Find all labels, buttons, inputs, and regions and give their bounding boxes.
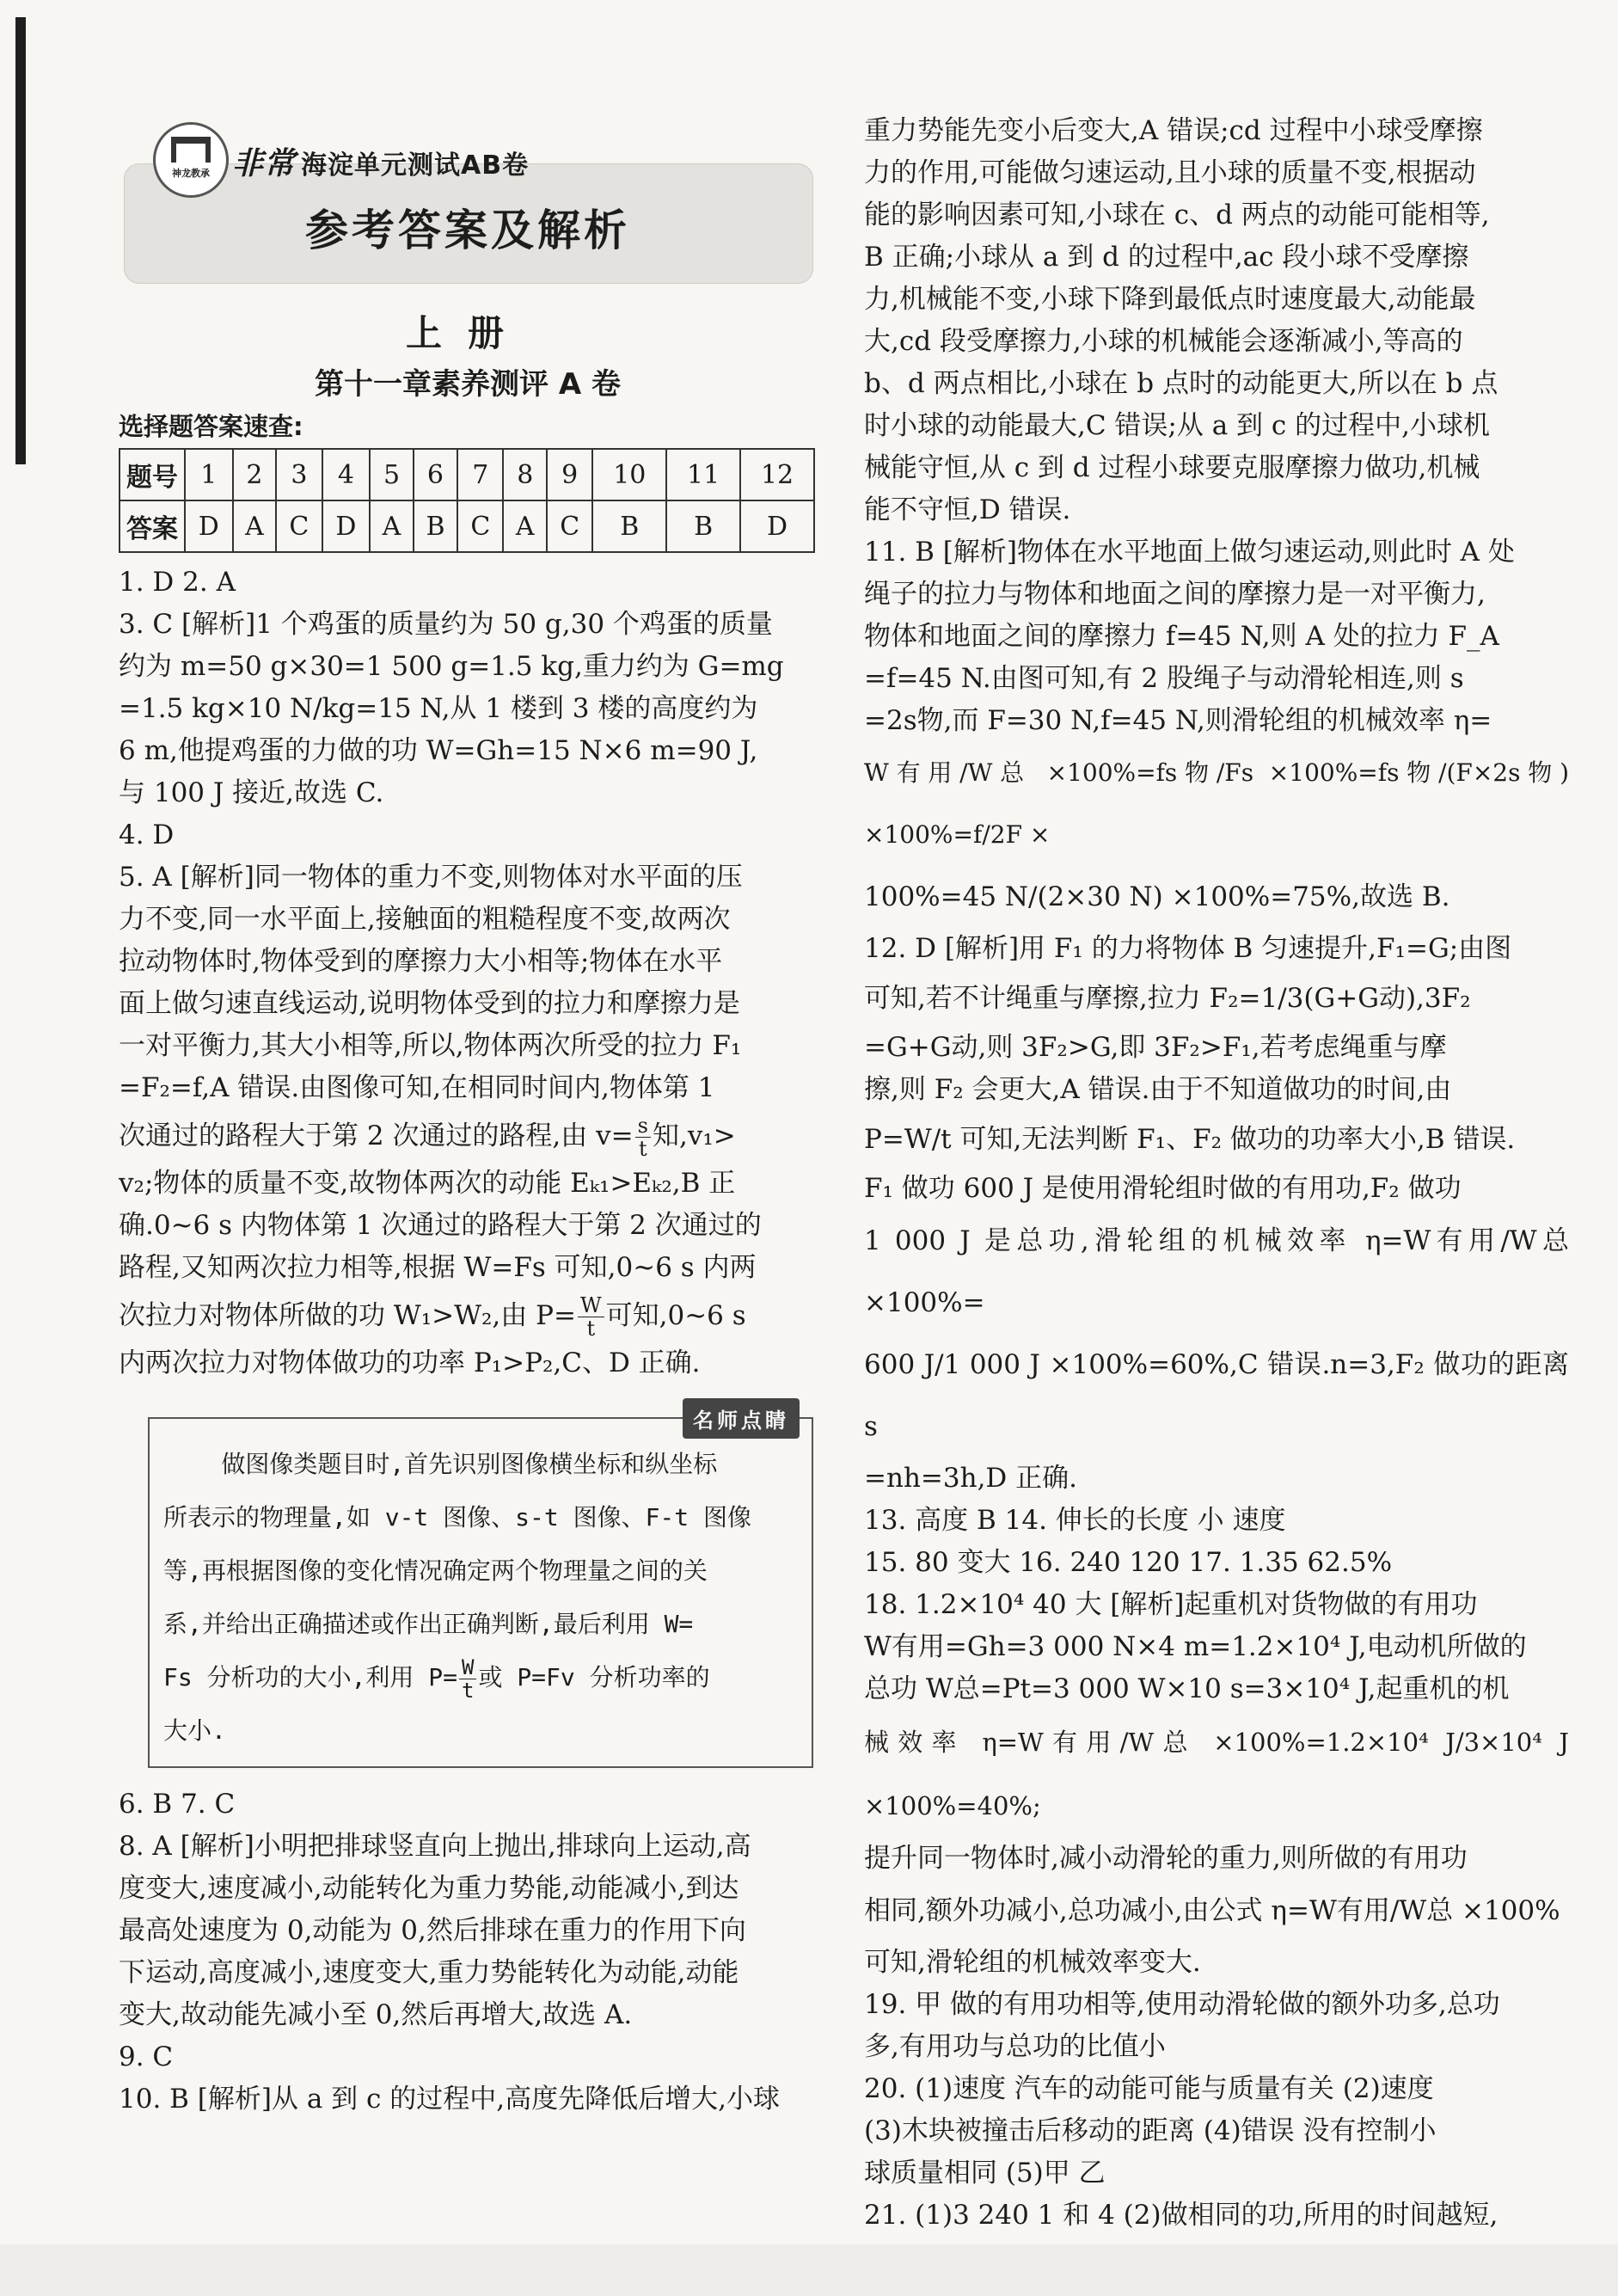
fraction-denominator: t: [462, 1678, 475, 1703]
tip-line: 系,并给出正确描述或作出正确判断,最后利用 W=: [163, 1610, 694, 1638]
answer-line: 重力势能先变小后变大,A 错误;cd 过程中小球受摩擦: [864, 115, 1483, 146]
answer-line: 提升同一物体时,减小动滑轮的重力,则所做的有用功: [864, 1843, 1468, 1874]
answer-line: 最高处速度为 0,动能为 0,然后排球在重力的作用下向: [119, 1915, 746, 1946]
table-cell: B: [666, 500, 740, 552]
answer-line: W有用=Gh=3 000 N×4 m=1.2×10⁴ J,电动机所做的: [864, 1631, 1527, 1662]
chapter-title: 第十一章素养测评 A 卷: [315, 367, 621, 402]
answer-line: 能不守恒,D 错误.: [864, 494, 1071, 525]
brand-name: 海淀单元测试AB卷: [301, 150, 530, 181]
answer-line: B 正确;小球从 a 到 d 的过程中,ac 段小球不受摩擦: [864, 242, 1469, 273]
page-title: 参考答案及解析: [305, 206, 630, 255]
answer-line: 力的作用,可能做匀速运动,且小球的质量不变,根据动: [864, 157, 1476, 188]
answer-line: P=W/t 可知,无法判断 F₁、F₂ 做功的功率大小,B 错误.: [864, 1124, 1516, 1155]
table-cell: 3: [276, 449, 322, 500]
answer-line: 多,有用功与总功的比值小: [864, 2031, 1166, 2062]
answer-line: [119, 1289, 817, 1342]
quick-check-label: 选择题答案速查:: [119, 412, 303, 441]
answer-line: 拉动物体时,物体受到的摩擦力大小相等;物体在水平: [119, 946, 723, 977]
answer-line: =2s物,而 F=30 N,f=45 N,则滑轮组的机械效率 η=: [864, 705, 1492, 736]
answer-line: 相同,额外功减小,总功减小,由公式 η=W有用/W总 ×100%: [864, 1895, 1560, 1926]
answer-line: =G+G动,则 3F₂>G,即 3F₂>F₁,若考虑绳重与摩: [864, 1032, 1447, 1063]
answer-line: 9. C: [119, 2041, 174, 2072]
table-cell: 7: [457, 449, 503, 500]
answer-line: 绳子的拉力与物体和地面之间的摩擦力是一对平衡力,: [864, 579, 1486, 610]
answer-line: 15. 80 变大 16. 240 120 17. 1.35 62.5%: [864, 1547, 1393, 1578]
answer-line: 13. 高度 B 14. 伸长的长度 小 速度: [864, 1505, 1286, 1536]
text-fragment: 次通过的路程大于第 2 次通过的路程,由 v=: [119, 1120, 634, 1151]
tip-line: 所表示的物理量,如 v-t 图像、s-t 图像、F-t 图像: [163, 1503, 752, 1532]
answer-line: 6. B 7. C: [119, 1789, 236, 1820]
answer-line: 3. C [解析]1 个鸡蛋的质量约为 50 g,30 个鸡蛋的质量: [119, 609, 773, 640]
binding-spine: [15, 17, 26, 464]
fraction-numerator: W: [578, 1294, 604, 1317]
answer-line: 物体和地面之间的摩擦力 f=45 N,则 A 处的拉力 F_A: [864, 621, 1499, 652]
text-fragment: 或 P=Fv 分析功率的: [478, 1663, 710, 1691]
table-cell: A: [233, 500, 277, 552]
answer-line: 约为 m=50 g×30=1 500 g=1.5 kg,重力约为 G=mg: [119, 651, 784, 682]
answer-line: 8. A [解析]小明把排球竖直向上抛出,排球向上运动,高: [119, 1831, 751, 1862]
answer-line: 4. D: [119, 820, 175, 850]
table-row: [120, 500, 814, 552]
answer-line: 与 100 J 接近,故选 C.: [119, 777, 384, 808]
fraction: [635, 1114, 651, 1160]
answer-line: 面上做匀速直线运动,说明物体受到的拉力和摩擦力是: [119, 988, 740, 1019]
table-cell: C: [457, 500, 503, 552]
answer-line: =nh=3h,D 正确.: [864, 1463, 1077, 1494]
table-cell: B: [592, 500, 666, 552]
answer-line: F₁ 做功 600 J 是使用滑轮组时做的有用功,F₂ 做功: [864, 1173, 1462, 1204]
table-cell: C: [547, 500, 592, 552]
answer-line: [119, 1109, 817, 1163]
publisher-logo: [153, 122, 229, 198]
answer-line: 下运动,高度减小,速度变大,重力势能转化为动能,动能: [119, 1957, 739, 1988]
answer-line: =F₂=f,A 错误.由图像可知,在相同时间内,物体第 1: [119, 1072, 715, 1103]
answer-line: 确.0~6 s 内物体第 1 次通过的路程大于第 2 次通过的: [119, 1210, 762, 1241]
table-cell: C: [276, 500, 322, 552]
answer-line: 20. (1)速度 汽车的动能可能与质量有关 (2)速度: [864, 2073, 1434, 2104]
answer-line: 变大,故动能先减小至 0,然后再增大,故选 A.: [119, 1999, 633, 2030]
volume-title: 上册: [405, 312, 530, 354]
table-cell: 6: [414, 449, 457, 500]
answer-line: 12. D [解析]用 F₁ 的力将物体 B 匀速提升,F₁=G;由图: [864, 933, 1512, 964]
answer-line: 球质量相同 (5)甲 乙: [864, 2158, 1106, 2189]
answer-line: 总功 W总=Pt=3 000 W×10 s=3×10⁴ J,起重机的机: [864, 1673, 1510, 1704]
tip-tag: 名师点睛: [683, 1398, 800, 1439]
text-fragment: 次拉力对物体所做的功 W₁>W₂,由 P=: [119, 1300, 576, 1331]
answer-line: 10. B [解析]从 a 到 c 的过程中,高度先降低后增大,小球: [119, 2084, 780, 2115]
answer-line: 21. (1)3 240 1 和 4 (2)做相同的功,所用的时间越短,: [864, 2200, 1498, 2231]
table-cell: D: [740, 500, 814, 552]
table-cell: 12: [740, 449, 814, 500]
answer-line: 可知,滑轮组的机械效率变大.: [864, 1947, 1201, 1978]
answer-line: 600 J/1 000 J ×100%=60%,C 错误.n=3,F₂ 做功的距离 s: [864, 1349, 1569, 1442]
left-column: [119, 103, 817, 2121]
answer-line: 能的影响因素可知,小球在 c、d 两点的动能可能相等,: [864, 200, 1490, 230]
answer-line: v₂;物体的质量不变,故物体两次的动能 Eₖ₁>Eₖ₂,B 正: [119, 1168, 736, 1199]
right-column: [864, 110, 1569, 2237]
table-cell: 4: [322, 449, 371, 500]
fraction-numerator: s: [635, 1114, 651, 1138]
gate-icon: [171, 137, 211, 163]
table-row-label: 答案: [120, 500, 185, 552]
answer-line: 时小球的动能最大,C 错误;从 a 到 c 的过程中,小球机: [864, 410, 1490, 441]
table-cell: D: [322, 500, 371, 552]
page-header: [119, 103, 817, 288]
tip-line: 等,再根据图像的变化情况确定两个物理量之间的关: [163, 1556, 708, 1585]
answer-line: 路程,又知两次拉力相等,根据 W=Fs 可知,0~6 s 内两: [119, 1252, 757, 1283]
answer-line: 5. A [解析]同一物体的重力不变,则物体对水平面的压: [119, 862, 743, 893]
table-cell: 1: [185, 449, 233, 500]
series-brand: [232, 139, 529, 183]
tip-line: [163, 1651, 798, 1704]
text-fragment: 知,v₁>: [652, 1120, 736, 1151]
table-cell: B: [414, 500, 457, 552]
answer-line: 擦,则 F₂ 会更大,A 错误.由于不知道做功的时间,由: [864, 1074, 1452, 1105]
table-cell: A: [503, 500, 547, 552]
answer-table: [119, 448, 815, 553]
answer-line: 100%=45 N/(2×30 N) ×100%=75%,故选 B.: [864, 881, 1450, 912]
answer-line: 力,机械能不变,小球下降到最低点时速度最大,动能最: [864, 284, 1476, 315]
table-cell: 9: [547, 449, 592, 500]
fraction-denominator: t: [586, 1317, 596, 1341]
answer-line: 大,cd 段受摩擦力,小球的机械能会逐渐减小,等高的: [864, 326, 1463, 357]
answer-line: 19. 甲 做的有用功相等,使用动滑轮做的额外功多,总功: [864, 1989, 1500, 2020]
fraction: [459, 1656, 476, 1702]
answer-line: W有用/W总 ×100%=fs物/Fs ×100%=fs物/(F×2s物) ×100%=f/2F ×: [864, 758, 1569, 849]
answer-line: 械能守恒,从 c 到 d 过程小球要克服摩擦力做功,机械: [864, 452, 1480, 483]
answer-line: 6 m,他提鸡蛋的力做的功 W=Gh=15 N×6 m=90 J,: [119, 735, 758, 766]
table-cell: 2: [233, 449, 277, 500]
answer-line: 1. D 2. A: [119, 567, 236, 598]
page-footer: [0, 2244, 1618, 2296]
answer-line: 力不变,同一水平面上,接触面的粗糙程度不变,故两次: [119, 904, 731, 935]
answer-line: 度变大,速度减小,动能转化为重力势能,动能减小,到达: [119, 1873, 739, 1904]
teacher-tip-box: [148, 1409, 813, 1768]
answer-line: 一对平衡力,其大小相等,所以,物体两次所受的拉力 F₁: [119, 1030, 742, 1061]
fraction-denominator: t: [638, 1137, 647, 1161]
text-fragment: Fs 分析功的大小,利用 P=: [163, 1663, 458, 1691]
answer-line: 械效率 η=W有用/W总 ×100%=1.2×10⁴ J/3×10⁴ J ×100%=40%;: [864, 1728, 1569, 1820]
table-cell: 10: [592, 449, 666, 500]
tip-line: 做图像类题目时,首先识别图像横坐标和纵坐标: [163, 1450, 718, 1478]
answer-line: 11. B [解析]物体在水平地面上做匀速运动,则此时 A 处: [864, 537, 1515, 568]
fraction: [578, 1294, 604, 1340]
tip-line: 大小.: [163, 1716, 226, 1745]
table-row: [120, 449, 814, 500]
fraction-numerator: W: [459, 1656, 476, 1679]
table-cell: 8: [503, 449, 547, 500]
table-cell: 11: [666, 449, 740, 500]
answer-line: 18. 1.2×10⁴ 40 大 [解析]起重机对货物做的有用功: [864, 1589, 1478, 1620]
answer-line: 内两次拉力对物体做功的功率 P₁>P₂,C、D 正确.: [119, 1348, 701, 1378]
table-cell: A: [370, 500, 414, 552]
answer-line: (3)木块被撞击后移动的距离 (4)错误 没有控制小: [864, 2115, 1437, 2146]
answer-line: =1.5 kg×10 N/kg=15 N,从 1 楼到 3 楼的高度约为: [119, 693, 758, 724]
answer-line: =f=45 N.由图可知,有 2 股绳子与动滑轮相连,则 s: [864, 663, 1464, 694]
table-cell: 5: [370, 449, 414, 500]
logo-text: 神龙教承: [172, 168, 210, 179]
table-row-label: 题号: [120, 449, 185, 500]
answer-line: 可知,若不计绳重与摩擦,拉力 F₂=1/3(G+G动),3F₂: [864, 983, 1471, 1014]
table-cell: D: [185, 500, 233, 552]
answer-line: b、d 两点相比,小球在 b 点时的动能更大,所以在 b 点: [864, 368, 1498, 399]
text-fragment: 可知,0~6 s: [605, 1300, 746, 1331]
answer-line: 1 000 J 是总功,滑轮组的机械效率 η=W有用/W总 ×100%=: [864, 1225, 1569, 1318]
brand-script: 非常: [232, 146, 297, 181]
